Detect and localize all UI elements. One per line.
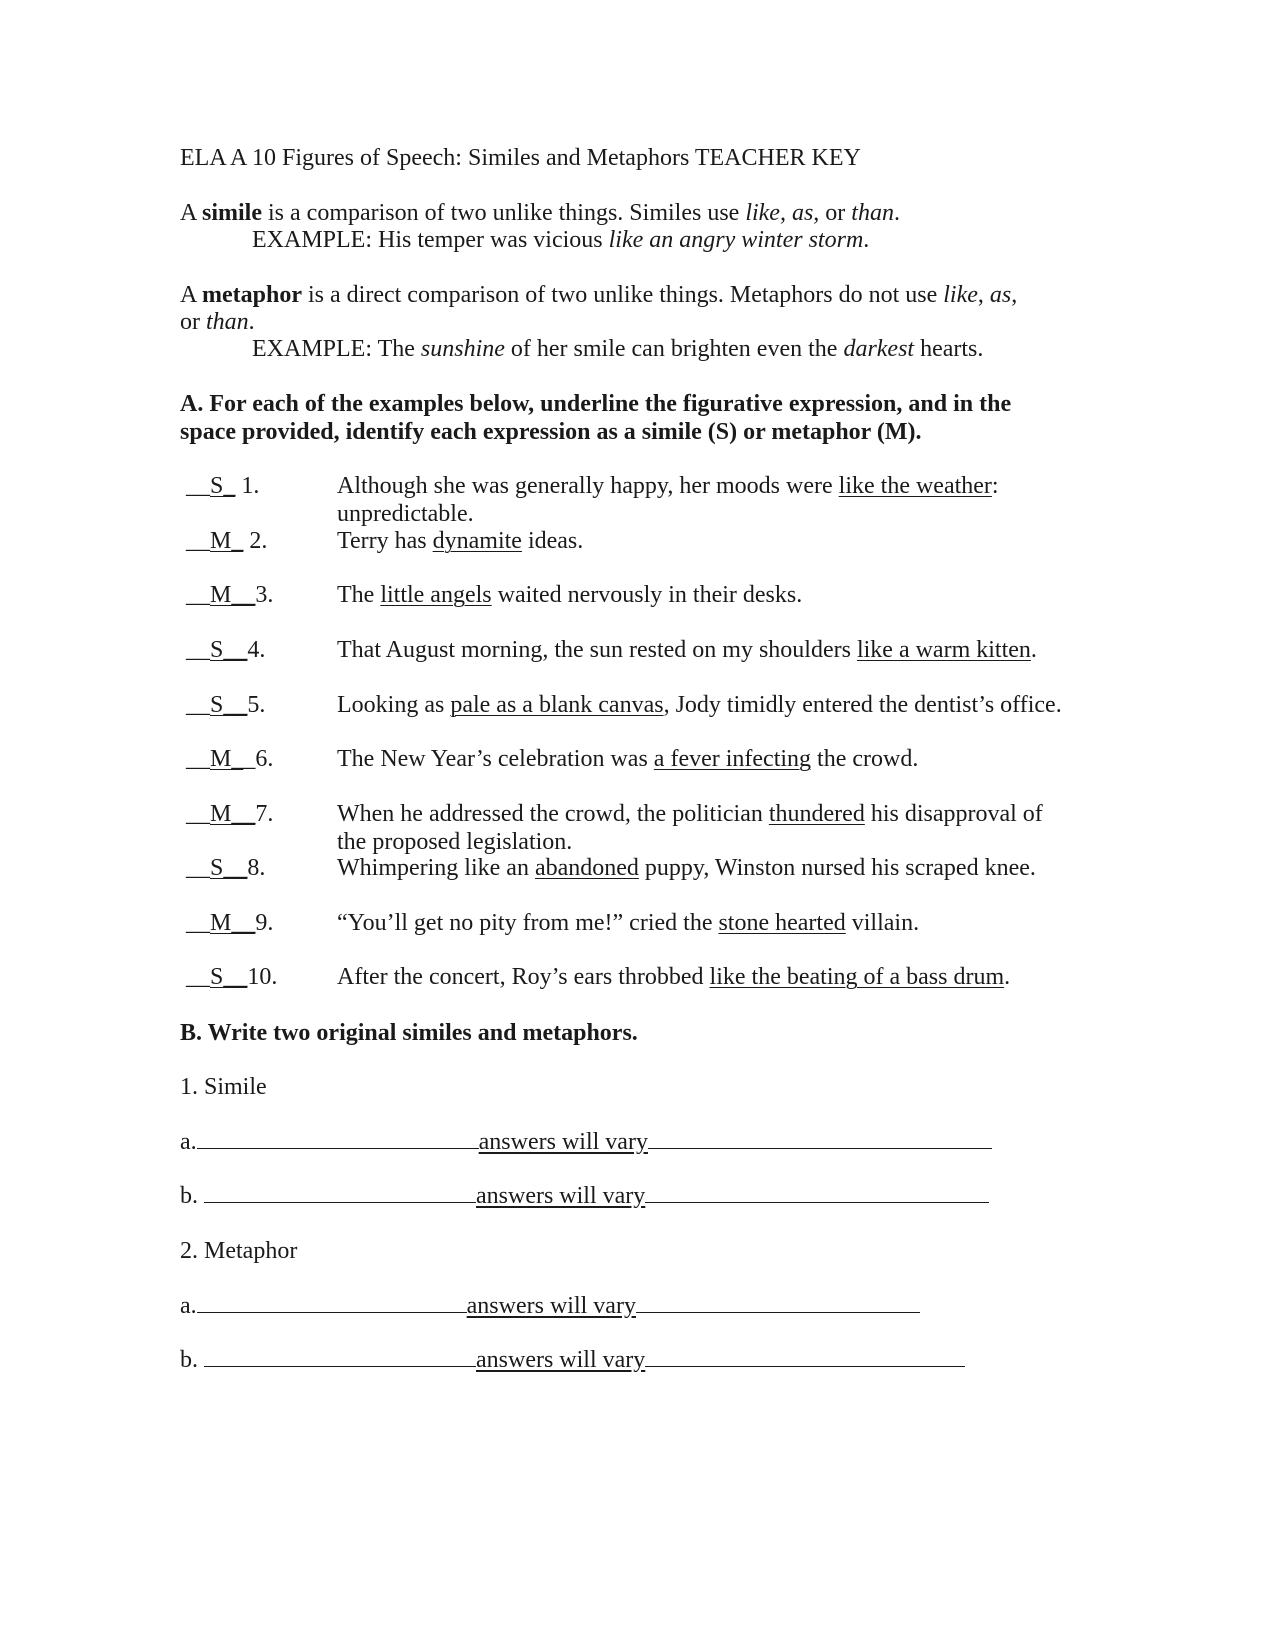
answer-key: M_ [210, 746, 244, 772]
blank-underscore: __ [186, 582, 210, 608]
simile-answer-b [180, 1182, 989, 1210]
answer-label: b. [180, 1183, 204, 1209]
sentence-text: Although she was generally happy, her moods were [337, 473, 839, 499]
metaphor-heading: 2. Metaphor [180, 1238, 298, 1264]
figurative-expression: like the beating of a bass drum [709, 964, 1005, 990]
keyword-italic: like [943, 282, 978, 308]
text-fragment: A [180, 282, 203, 308]
text-fragment: . [893, 200, 900, 226]
sentence-text: . [1004, 964, 1011, 990]
text-fragment: . [863, 227, 870, 253]
sentence-text: That August morning, the sun rested on my shoulders [337, 637, 857, 663]
item-sentence [337, 800, 1077, 856]
answer-key: M_ [210, 528, 244, 554]
figurative-expression: dynamite [432, 528, 522, 554]
item-sentence [337, 963, 1077, 991]
sentence-text: villain. [845, 910, 920, 936]
item-sentence [337, 745, 1077, 773]
item-number: 3. [255, 582, 274, 608]
section-a-instructions-line2: space provided, identify each expression as a simile (S) or metaphor (M). [180, 419, 922, 445]
sentence-text: his disapproval of the proposed legislation. [337, 801, 1043, 855]
answer-key: M__ [210, 910, 256, 936]
figurative-expression: like a warm kitten [856, 637, 1031, 663]
answer-blank [186, 745, 273, 773]
text-fragment: hearts. [914, 336, 984, 362]
sentence-text: ideas. [521, 528, 584, 554]
sentence-text: , Jody timidly entered the dentist’s office. [663, 692, 1062, 718]
figurative-expression: abandoned [534, 855, 639, 881]
example-italic: like an angry winter storm [608, 227, 864, 253]
simile-definition [180, 199, 900, 227]
example-italic: sunshine [420, 336, 505, 362]
answer-blank [186, 581, 273, 609]
blank-underscore: __ [186, 746, 210, 772]
text-fragment: EXAMPLE: The [252, 336, 421, 362]
figurative-expression: little angels [380, 582, 492, 608]
answer-key: S__ [210, 964, 248, 990]
answer-key: S__ [210, 855, 248, 881]
item-sentence [337, 854, 1077, 882]
item-number: 10. [247, 964, 278, 990]
metaphor-term: metaphor [202, 282, 302, 308]
answer-blank [186, 691, 265, 719]
keyword-italic: as [989, 282, 1012, 308]
text-fragment: , [1011, 282, 1018, 308]
keyword-italic: like, as, [745, 200, 820, 226]
answer-blank [186, 472, 259, 500]
simile-answer-a [180, 1128, 992, 1156]
answer-label: a. [180, 1293, 197, 1319]
text-fragment: is a direct comparison of two unlike things. Metaphors do not use [302, 282, 944, 308]
text-fragment: A [180, 200, 203, 226]
metaphor-answer-b [180, 1346, 965, 1374]
sentence-text: Terry has [337, 528, 433, 554]
item-sentence [337, 472, 1077, 528]
figurative-expression: a fever infecting [653, 746, 812, 772]
figurative-expression: pale as a blank canvas [450, 692, 664, 718]
answer-key: S__ [210, 637, 248, 663]
answer-text: answers will vary [476, 1347, 646, 1373]
simile-example [252, 226, 869, 254]
blank-underscore: __ [186, 964, 210, 990]
sentence-text: Whimpering like an [337, 855, 535, 881]
sentence-text: waited nervously in their desks. [491, 582, 803, 608]
answer-blank [186, 909, 273, 937]
sentence-text: puppy, Winston nursed his scraped knee. [638, 855, 1036, 881]
item-number: 5. [247, 692, 266, 718]
answer-blank [186, 800, 273, 828]
section-a-instructions: A. For each of the examples below, underline the figurative expression, and in the [180, 391, 1012, 417]
item-number: 7. [255, 801, 274, 827]
blank-underscore: __ [186, 692, 210, 718]
blank-underscore: __ [186, 637, 210, 663]
section-b-heading: B. Write two original similes and metaphors. [180, 1020, 638, 1046]
item-sentence [337, 636, 1077, 664]
simile-heading: 1. Simile [180, 1074, 267, 1100]
answer-label: b. [180, 1347, 204, 1373]
figurative-expression: stone hearted [718, 910, 846, 936]
answer-key: M__ [210, 582, 256, 608]
answer-blank [186, 527, 267, 555]
item-number: 2. [243, 528, 268, 554]
sentence-text: Looking as [337, 692, 451, 718]
item-number: 9. [255, 910, 274, 936]
item-sentence [337, 909, 1077, 937]
text-fragment: EXAMPLE: His temper was vicious [252, 227, 609, 253]
answer-text: answers will vary [466, 1293, 636, 1319]
sentence-text: After the concert, Roy’s ears throbbed [337, 964, 710, 990]
item-sentence [337, 691, 1077, 719]
answer-blank [186, 963, 277, 991]
sentence-text: . [1030, 637, 1037, 663]
item-number: 4. [247, 637, 266, 663]
answer-key: S__ [210, 692, 248, 718]
text-fragment: . [248, 309, 255, 335]
answer-key: M__ [210, 801, 256, 827]
sentence-text: The [337, 582, 381, 608]
text-fragment: is a comparison of two unlike things. Similes use [262, 200, 746, 226]
blank-underscore: __ [186, 855, 210, 881]
answer-text: answers will vary [478, 1129, 648, 1155]
figurative-expression: thundered [768, 801, 865, 827]
sentence-text: When he addressed the crowd, the politician [337, 801, 769, 827]
example-italic: darkest [843, 336, 915, 362]
item-sentence [337, 581, 1077, 609]
sentence-text: The New Year’s celebration was [337, 746, 654, 772]
text-fragment: of her smile can brighten even the [504, 336, 844, 362]
answer-label: a. [180, 1129, 197, 1155]
blank-underscore: __ [186, 910, 210, 936]
item-sentence [337, 527, 1077, 555]
metaphor-definition-line2 [180, 308, 255, 336]
answer-blank [186, 636, 265, 664]
sentence-text: : unpredictable. [337, 473, 999, 527]
text-fragment: or [180, 309, 206, 335]
blank-underscore: __ [186, 528, 210, 554]
blank-underscore: __ [186, 801, 210, 827]
simile-term: simile [202, 200, 263, 226]
metaphor-example [252, 335, 983, 363]
keyword-italic: than [206, 309, 249, 335]
text-fragment: , [977, 282, 990, 308]
answer-blank [186, 854, 265, 882]
blank-underscore: __ [186, 473, 210, 499]
item-number: _6. [243, 746, 274, 772]
page-title: ELA A 10 Figures of Speech: Similes and Metaphors TEACHER KEY [180, 145, 861, 171]
item-number: 1. [235, 473, 260, 499]
keyword-italic: than [851, 200, 894, 226]
metaphor-definition [180, 281, 1017, 309]
answer-text: answers will vary [476, 1183, 646, 1209]
sentence-text: the crowd. [811, 746, 919, 772]
figurative-expression: like the weather [838, 473, 992, 499]
metaphor-answer-a [180, 1292, 920, 1320]
answer-key: S_ [210, 473, 236, 499]
item-number: 8. [247, 855, 266, 881]
text-fragment: or [819, 200, 852, 226]
sentence-text: “You’ll get no pity from me!” cried the [337, 910, 719, 936]
